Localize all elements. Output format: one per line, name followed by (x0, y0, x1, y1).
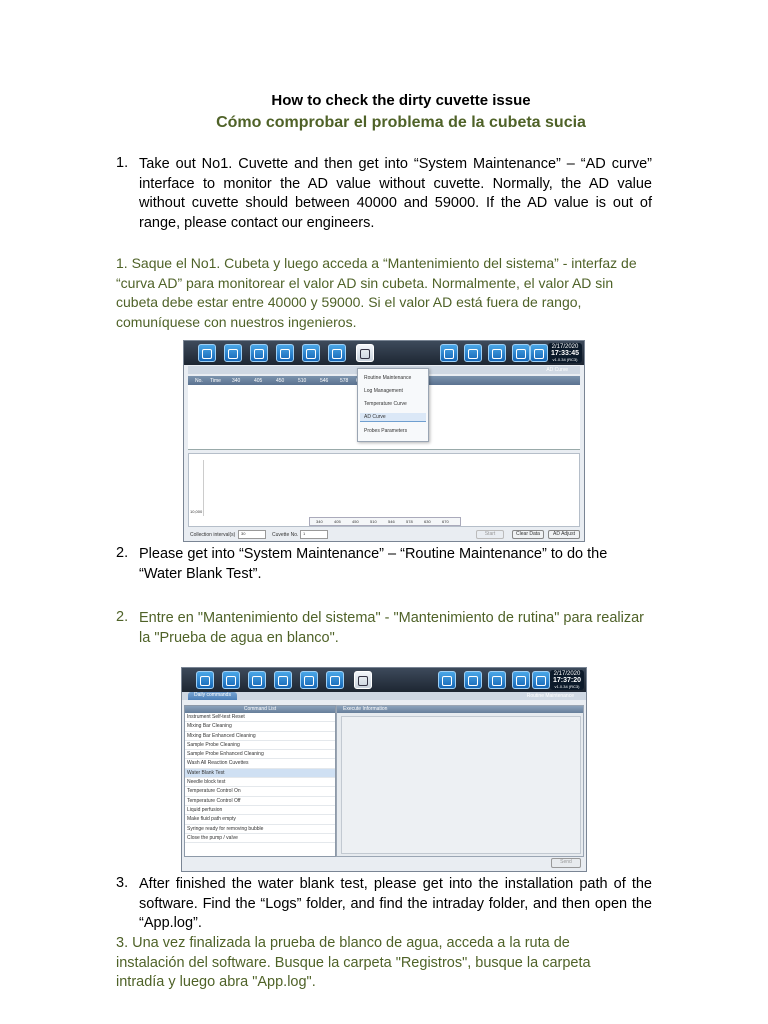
collection-interval-label: Collection interval(s) (190, 532, 236, 538)
ad-curve-chart-area (188, 453, 580, 527)
col-546: 546 (320, 378, 329, 384)
command-row: Sample Probe Enhanced Cleaning (185, 750, 335, 759)
menu-item-ad-curve: AD Curve (364, 414, 386, 420)
chart-legend (309, 517, 461, 526)
thermometer-icon (488, 344, 506, 362)
legend-578: 578 (406, 519, 413, 524)
command-row: Instrument Self-test Reset (185, 713, 335, 722)
config-icon (328, 344, 346, 362)
edit-icon (300, 671, 318, 689)
step-1-text-es: 1. Saque el No1. Cubeta y luego acceda a “Mantenimiento del sistema” - interfaz de “curva AD” para monitorear el valor AD sin cubeta. Normalmente, el valor AD sin cubeta debe estar entre 40000 y 59000. Si el valor AD está fuera de rango, comuníquese con nuestros ingenieros. (116, 255, 637, 330)
send-button: Send (551, 858, 581, 868)
command-row: Syringe ready for removing bubble (185, 825, 335, 834)
print-icon (276, 344, 294, 362)
menu-item-temperature-curve: Temperature Curve (364, 401, 407, 407)
maintenance-tools-icon (354, 671, 372, 689)
cuvette-no-input: 1 (300, 530, 328, 539)
legend-630: 630 (424, 519, 431, 524)
command-row: Make fluid path empty (185, 815, 335, 824)
clock-date: 2/17/2020 (551, 344, 579, 350)
config-icon (326, 671, 344, 689)
app-toolbar (184, 341, 584, 365)
legend-546: 546 (388, 519, 395, 524)
clock-time: 17:37:20 (552, 676, 582, 684)
col-450: 450 (276, 378, 285, 384)
battery-icon (530, 344, 548, 362)
col-405: 405 (254, 378, 263, 384)
col-no: No. (195, 378, 203, 384)
col-340: 340 (232, 378, 241, 384)
tab-daily-commands: Daily commands (188, 692, 237, 700)
print-icon (274, 671, 292, 689)
monitor-icon (438, 671, 456, 689)
legend-405: 405 (334, 519, 341, 524)
command-list-header: Command List (185, 706, 335, 713)
command-row: Needle block test (185, 778, 335, 787)
command-row: Mixing Bar Cleaning (185, 722, 335, 731)
command-list-rows (185, 713, 335, 843)
app-toolbar-2 (182, 668, 586, 692)
monitor-icon (440, 344, 458, 362)
col-578: 578 (340, 378, 349, 384)
step-2-number-es: 2. (116, 609, 129, 625)
edit-icon (302, 344, 320, 362)
thermometer-icon (488, 671, 506, 689)
legend-510: 510 (370, 519, 377, 524)
legend-670: 670 (442, 519, 449, 524)
clock-time: 17:33:45 (550, 349, 580, 357)
command-row: Water Blank Test (185, 769, 335, 778)
ad-curve-panel-title: AD Curve (546, 367, 568, 373)
clock-display (548, 343, 582, 363)
execute-information-panel (336, 705, 584, 857)
bulb-icon (464, 671, 482, 689)
command-row: Wash All Reaction Cuvettes (185, 759, 335, 768)
collection-interval-input: 30 (238, 530, 266, 539)
menu-item-probes-parameters: Probes Parameters (364, 428, 408, 434)
command-row: Liquid perfusion (185, 806, 335, 815)
step-2-number: 2. (116, 545, 129, 561)
command-row: Close the pump / valve (185, 834, 335, 843)
step-1-text-en: Take out No1. Cuvette and then get into “System Maintenance” – “AD curve” interface to monitor the AD value without cuvette. Normally, the AD value without cuvette should between 40000 and 59000. If the AD value is out of range, please contact our engineers. (139, 156, 652, 231)
step-3-text-en: After finished the water blank test, please get into the installation path of the software. Find the “Logs” folder, and find the intraday folder, and then open the “App.log”. (139, 876, 652, 931)
ad-adjust-button: AD Adjust (548, 530, 580, 539)
clock-version: v1.0.34 (RC3) (554, 684, 580, 689)
command-list (184, 705, 336, 857)
command-row: Sample Probe Cleaning (185, 741, 335, 750)
document-title: How to check the dirty cuvette issue (271, 92, 531, 109)
col-time: Time (210, 378, 221, 384)
step-3-number: 3. (116, 875, 129, 891)
col-510: 510 (298, 378, 307, 384)
ad-curve-controls (188, 530, 580, 540)
step-1-number: 1. (116, 155, 129, 171)
reagent-icon (196, 671, 214, 689)
start-button: Start (476, 530, 504, 539)
search-icon (250, 344, 268, 362)
execute-information-header: Execute Information (337, 706, 583, 713)
reagent-icon (198, 344, 216, 362)
clock-version: v1.0.34 (RC3) (552, 357, 578, 362)
legend-340: 340 (316, 519, 323, 524)
clock-date: 2/17/2020 (553, 671, 581, 677)
ad-curve-screenshot (183, 340, 585, 542)
step-2-text-es: Entre en "Mantenimiento del sistema" - "Mantenimiento de rutina" para realizar la "Prueba de agua en blanco". (139, 610, 644, 646)
step-2-text-en: Please get into “System Maintenance” – “Routine Maintenance” to do the “Water Blank Test”. (139, 546, 608, 582)
menu-item-routine-maintenance: Routine Maintenance (364, 375, 412, 381)
battery-icon (532, 671, 550, 689)
routine-maintenance-title: Routine Maintenance (526, 693, 574, 699)
settings-gear-icon (224, 344, 242, 362)
command-row: Mixing Bar Enhanced Cleaning (185, 732, 335, 741)
legend-450: 450 (352, 519, 359, 524)
search-icon (248, 671, 266, 689)
clock-display (550, 670, 584, 690)
cuvette-no-label: Cuvette No. (272, 532, 299, 538)
maintenance-dropdown-menu (357, 368, 429, 442)
chart-y-tick: 10,000 (190, 509, 203, 514)
settings-gear-icon (222, 671, 240, 689)
routine-maintenance-screenshot (181, 667, 587, 872)
tab-strip (182, 692, 586, 700)
folder-icon (512, 671, 530, 689)
command-row: Temperature Control On (185, 787, 335, 796)
folder-icon (512, 344, 530, 362)
bulb-icon (464, 344, 482, 362)
document-subtitle: Cómo comprobar el problema de la cubeta sucia (216, 114, 586, 131)
command-row: Temperature Control Off (185, 797, 335, 806)
menu-item-log-management: Log Management (364, 388, 403, 394)
maintenance-tools-icon (356, 344, 374, 362)
step-3-text-es: 3. Una vez finalizada la prueba de blanco de agua, acceda a la ruta de instalación del software. Busque la carpeta "Registros", busque la carpeta intradía y luego abra "App.log". (116, 935, 591, 990)
clear-data-button: Clear Data (512, 530, 544, 539)
